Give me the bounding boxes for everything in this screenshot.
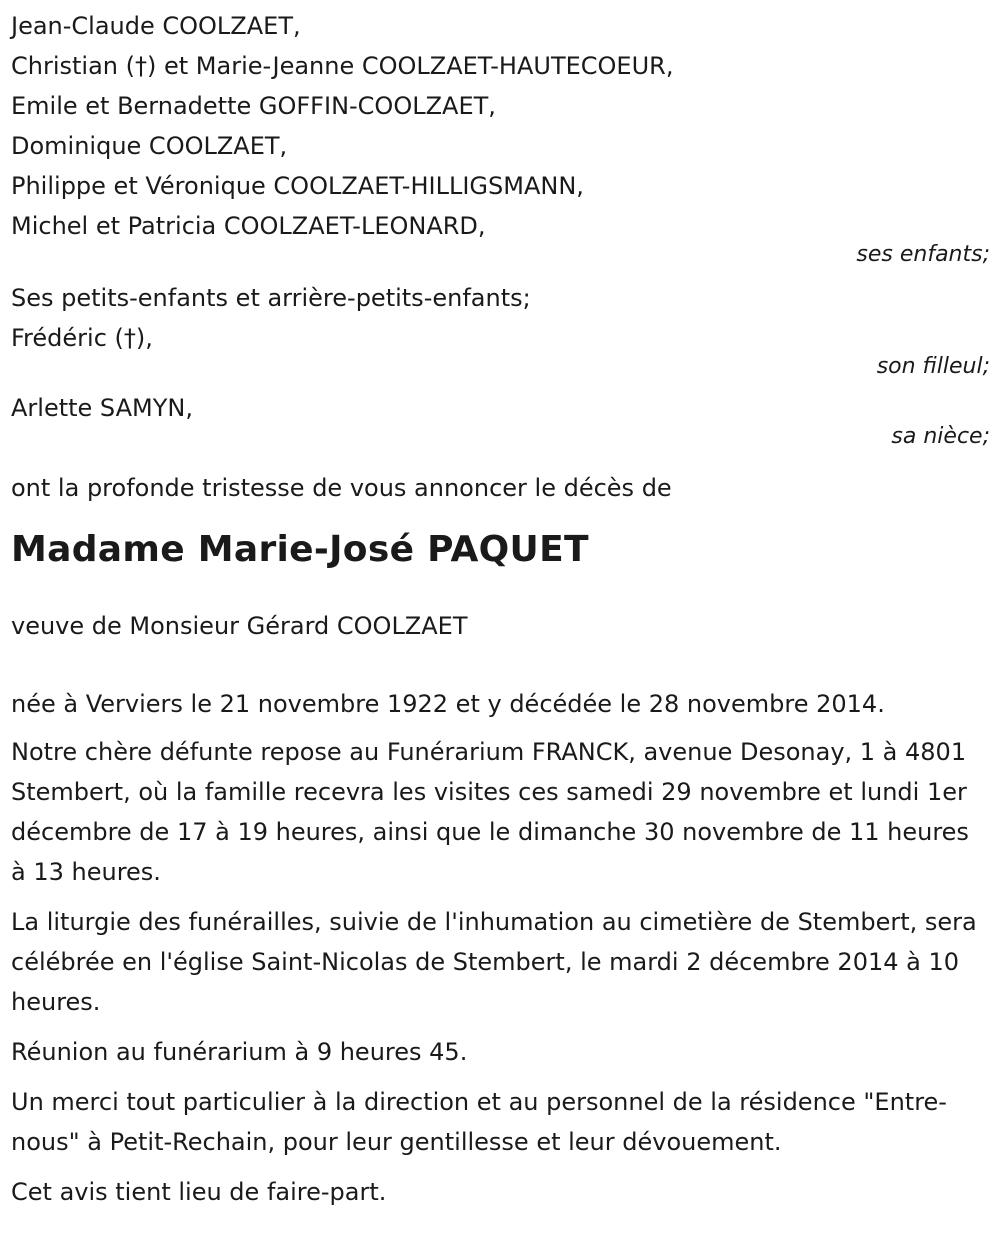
children-role-label: ses enfants; [856, 242, 990, 267]
meeting-paragraph: Réunion au funérarium à 9 heures 45. [11, 1038, 468, 1066]
child-name: Philippe et Véronique COOLZAET-HILLIGSMANN, [11, 172, 584, 200]
godson-name: Frédéric (†), [11, 324, 153, 352]
child-name: Christian (†) et Marie-Jeanne COOLZAET-HAUTECOEUR, [11, 52, 674, 80]
notice-paragraph: Cet avis tient lieu de faire-part. [11, 1178, 387, 1206]
niece-name: Arlette SAMYN, [11, 394, 193, 422]
birth-death-paragraph: née à Verviers le 21 novembre 1922 et y décédée le 28 novembre 2014. [11, 690, 885, 718]
thanks-paragraph: Un merci tout particulier à la direction et au personnel de la résidence "Entre-nous" à Petit-Rechain, pour leur gentillesse et leur dévouement. [11, 1088, 947, 1156]
liturgy-paragraph: La liturgie des funérailles, suivie de l'inhumation au cimetière de Stembert, sera célébrée en l'église Saint-Nicolas de Stembert, le mardi 2 décembre 2014 à 10 heures. [11, 908, 977, 1016]
child-name: Emile et Bernadette GOFFIN-COOLZAET, [11, 92, 496, 120]
grandchildren-line: Ses petits-enfants et arrière-petits-enfants; [11, 284, 531, 312]
widow-of-line: veuve de Monsieur Gérard COOLZAET [11, 612, 468, 640]
deceased-name-heading: Madame Marie-José PAQUET [11, 529, 589, 570]
family-children-list [11, 0, 990, 246]
child-name: Dominique COOLZAET, [11, 132, 288, 160]
announcement-text: ont la profonde tristesse de vous annoncer le décès de [11, 474, 672, 502]
child-name: Michel et Patricia COOLZAET-LEONARD, [11, 212, 486, 240]
visitation-paragraph: Notre chère défunte repose au Funérarium FRANCK, avenue Desonay, 1 à 4801 Stembert, où la famille recevra les visites ces samedi 29 novembre et lundi 1er décembre de 17 à 19 heures, ainsi que le dimanche 30 novembre de 11 heures à 13 heures. [11, 738, 969, 886]
niece-role-label: sa nièce; [891, 424, 990, 449]
godson-role-label: son filleul; [876, 354, 990, 379]
child-name: Jean-Claude COOLZAET, [11, 12, 301, 40]
